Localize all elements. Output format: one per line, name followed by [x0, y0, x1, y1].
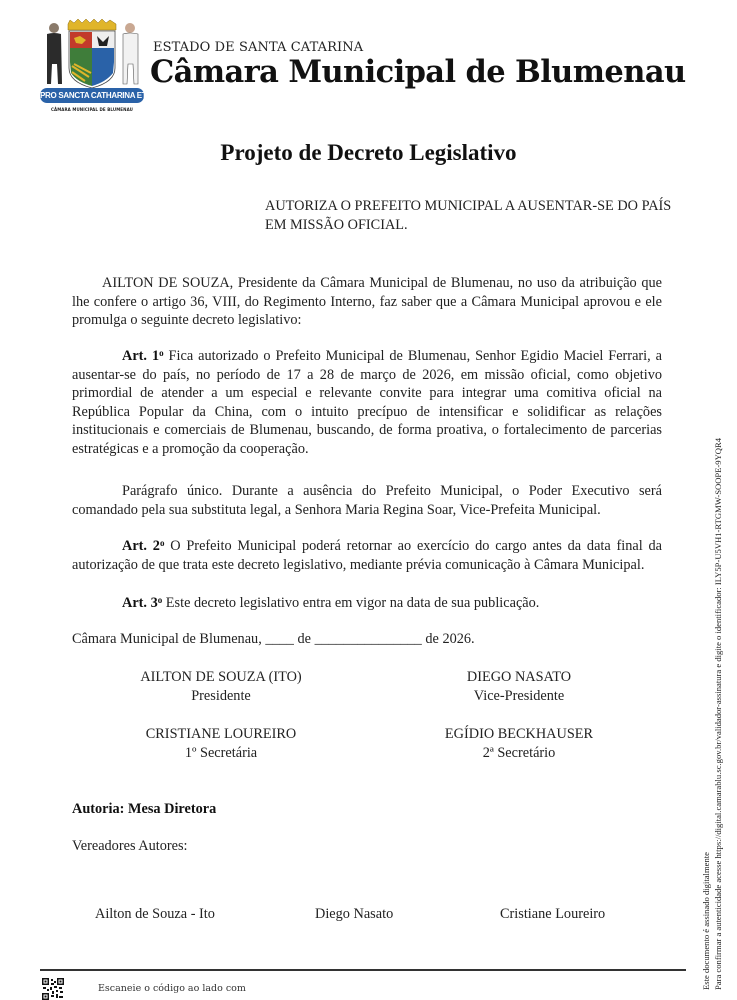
- date-line: Câmara Municipal de Blumenau, ____ de _______________ de 2026.: [72, 631, 475, 647]
- paragrafo-unico: Parágrafo único. Durante a ausência do Prefeito Municipal, o Poder Executivo será comandado pela sua substituta legal, a Senhora Maria Regina Soar, Vice-Prefeita Municipal.: [72, 483, 662, 518]
- author-name: Cristiane Loureiro: [500, 906, 606, 922]
- right-figure: [123, 23, 138, 84]
- signatory-name: AILTON DE SOUZA (ITO): [140, 669, 302, 685]
- article-1-label: Art. 1$^o$: [122, 348, 164, 364]
- signatory-role: 1º Secretária: [184, 745, 258, 761]
- author-name: Diego Nasato: [315, 906, 394, 922]
- signature-block-president: [91, 668, 351, 706]
- document-title: Projeto de Decreto Legislativo: [220, 140, 517, 165]
- signatory-name: DIEGO NASATO: [466, 669, 572, 685]
- qr-code-icon[interactable]: [42, 978, 64, 1000]
- vereadores-autores-label: Vereadores Autores:: [72, 838, 188, 854]
- qr-instructions: Escaneie o código ao lado com: [98, 983, 246, 994]
- article-2-label: Art. 2$^o$: [122, 538, 165, 554]
- verification-instructions: Para confirmar a autenticidade acesse https://digital.camarablu.sc.gov.br/validador-assinatura e digite o identificador: ILY5P-U5VH1-RTGMW-SOOPE-9YQR4: [713, 437, 723, 990]
- chamber-name: Câmara Municipal de Blumenau: [150, 54, 686, 90]
- signature-block-first-secretary: [91, 725, 351, 763]
- digital-signature-notice: [700, 350, 724, 990]
- signature-block-vice-president: [389, 668, 649, 706]
- signatory-name: EGÍDIO BECKHAUSER: [444, 726, 594, 742]
- article-3-label: Art. 3$^o$: [122, 595, 163, 611]
- seal-caption: CÂMARA MUNICIPAL DE BLUMENAU: [51, 107, 133, 112]
- signatory-name: CRISTIANE LOUREIRO: [145, 726, 297, 742]
- ementa: AUTORIZA O PREFEITO MUNICIPAL A AUSENTAR-SE DO PAÍS EM MISSÃO OFICIAL.: [265, 198, 672, 233]
- signatory-role: 2ª Secretário: [482, 745, 556, 761]
- letterhead: [40, 18, 690, 118]
- article-3: [72, 594, 662, 613]
- signatory-role: Vice-Presidente: [473, 688, 565, 704]
- author-name: Ailton de Souza - Ito: [95, 906, 215, 922]
- signature-block-second-secretary: [389, 725, 649, 763]
- article-2-text: O Prefeito Municipal poderá retornar ao exercício do cargo antes da data final da autorização de que trata este decreto legislativo, mediante prévia comunicação à Câmara Municipal.: [72, 538, 662, 573]
- signatory-role: Presidente: [191, 688, 251, 704]
- article-1: [72, 347, 662, 459]
- seal-banner-motto: PRO SANCTA CATHARINA ET BRASILIA: [40, 88, 144, 103]
- signature-notice-line: Este documento é assinado digitalmente: [701, 852, 711, 990]
- article-2: [72, 537, 662, 574]
- preamble-paragraph: AILTON DE SOUZA, Presidente da Câmara Municipal de Blumenau, no uso da atribuição que lhe confere o artigo 36, VIII, do Regimento Interno, faz saber que a Câmara Municipal aprovou e ele promulga o seguinte decreto legislativo:: [72, 275, 662, 329]
- article-3-text: Este decreto legislativo entra em vigor na data de sua publicação.: [162, 595, 540, 611]
- left-figure: [47, 23, 62, 84]
- state-name: ESTADO DE SANTA CATARINA: [153, 40, 364, 55]
- footer-divider: [40, 969, 686, 971]
- article-1-text: Fica autorizado o Prefeito Municipal de Blumenau, Senhor Egidio Maciel Ferrari, a ausentar-se do país, no período de 17 a 28 de março de 2026, em missão oficial, como objetivo primordial de atender a um especial e relevante convite para integrar uma comitiva oficial na República Popular da China, com o intuito precípuo de intensificar e solidificar as relações institucionais e comerciais de Blumenau, buscando, de forma proativa, o fortalecimento de parcerias estratégicas e a promoção da cooperação.: [72, 348, 663, 457]
- autoria-label: Autoria: Mesa Diretora: [72, 801, 217, 817]
